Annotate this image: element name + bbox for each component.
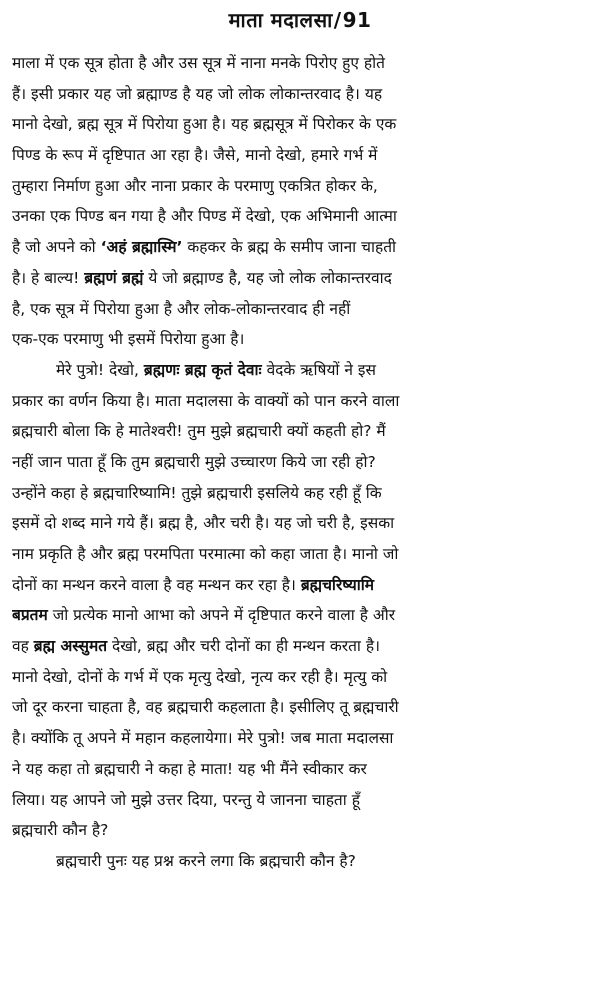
sanskrit-phrase: बप्रतम [12,606,48,625]
text-line: एक-एक परमाणु भी इसमें पिरोया हुआ है। [12,330,245,349]
text-line: तुम्हारा निर्माण हुआ और नाना प्रकार के परमाणु एकत्रित होकर के, [12,176,378,195]
text-line: नहीं जान पाता हूँ कि तुम ब्रह्मचारी मुझे उच्चारण किये जा रही हो? [12,452,376,471]
text-line: है। हे बाल्य! ब्रह्मणं ब्रह्मं ये जो ब्रह्माण्ड है, यह जो लोक लोकान्तरवाद [12,268,392,287]
running-title: माता मदालसा [228,8,333,32]
text-line: है, एक सूत्र में पिरोया हुआ है और लोक-लोकान्तरवाद ही नहीं [12,299,351,318]
sanskrit-phrase: ब्रह्मणः ब्रह्म कृतं देवाः [143,360,262,379]
text-line: जो दूर करना चाहता है, वह ब्रह्मचारी कहलाता है। इसीलिए तू ब्रह्मचारी [12,698,399,717]
text-line: मानो देखो, ब्रह्म सूत्र में पिरोया हुआ है। यह ब्रह्मसूत्र में पिरोकर के एक [12,115,397,134]
title-separator: / [333,8,342,32]
text-line: ने यह कहा तो ब्रह्मचारी ने कहा हे माता! यह भी मैंने स्वीकार कर [12,759,367,778]
text-line: पिण्ड के रूप में दृष्टिपात आ रहा है। जैसे, मानो देखो, हमारे गर्भ में [12,146,378,165]
text-line: लिया। यह आपने जो मुझे उत्तर दिया, परन्तु ये जानना चाहता हूँ [12,790,360,809]
text-line: मानो देखो, दोनों के गर्भ में एक मृत्यु देखो, नृत्य कर रही है। मृत्यु को [12,667,388,686]
text-line: ब्रह्मचारी बोला कि हे मातेश्वरी! तुम मुझे ब्रह्मचारी क्यों कहती हो? मैं [12,422,386,441]
text-line: उन्होंने कहा हे ब्रह्मचारिष्यामि! तुझे ब्रह्मचारी इसलिये कह रही हूँ कि [12,483,382,502]
sanskrit-phrase: ब्रह्मणं ब्रह्मं [84,268,144,287]
paragraph-start-line: ब्रह्मचारी पुनः यह प्रश्न करने लगा कि ब्रह्मचारी कौन है? [56,851,356,870]
text-line: ब्रह्मचारी कौन है? [12,821,109,840]
text-line: उनका एक पिण्ड बन गया है और पिण्ड में देखो, एक अभिमानी आत्मा [12,207,397,226]
text-line: बप्रतम जो प्रत्येक मानो आभा को अपने में दृष्टिपात करने वाला है और [12,606,396,625]
page-number: 91 [342,8,372,32]
text-line: प्रकार का वर्णन किया है। माता मदालसा के वाक्यों को पान करने वाला [12,391,400,410]
text-line: नाम प्रकृति है और ब्रह्म परमपिता परमात्मा को कहा जाता है। मानो जो [12,545,399,563]
sanskrit-phrase: ब्रह्मचरिष्यामि [300,575,375,594]
page-header [0,6,600,33]
body-text [12,48,592,877]
text-line: दोनों का मन्थन करने वाला है वह मन्थन कर रहा है। ब्रह्मचरिष्यामि [12,575,375,594]
text-line: है जो अपने को ‘अहं ब्रह्मास्मि’ कहकर के ब्रह्म के समीप जाना चाहती [12,238,397,257]
text-line: है। क्योंकि तू अपने में महान कहलायेगा। मेरे पुत्रो! जब माता मदालसा [12,729,394,748]
text-line: वह ब्रह्म अस्सुमत देखो, ब्रह्म और चरी दोनों का ही मन्थन करता है। [12,637,380,656]
text-line: इसमें दो शब्द माने गये हैं। ब्रह्म है, और चरी है। यह जो चरी है, इसका [12,514,395,533]
sanskrit-phrase: ‘अहं ब्रह्मास्मि’ [100,238,183,257]
paragraph-start-line: मेरे पुत्रो! देखो, ब्रह्मणः ब्रह्म कृतं देवाः वेदके ऋषियों ने इस [56,360,376,379]
text-line: हैं। इसी प्रकार यह जो ब्रह्माण्ड है यह जो लोक लोकान्तरवाद है। यह [12,84,383,103]
text-line: माला में एक सूत्र होता है और उस सूत्र में नाना मनके पिरोए हुए होते [12,54,385,72]
sanskrit-phrase: ब्रह्म अस्सुमत [33,637,108,656]
